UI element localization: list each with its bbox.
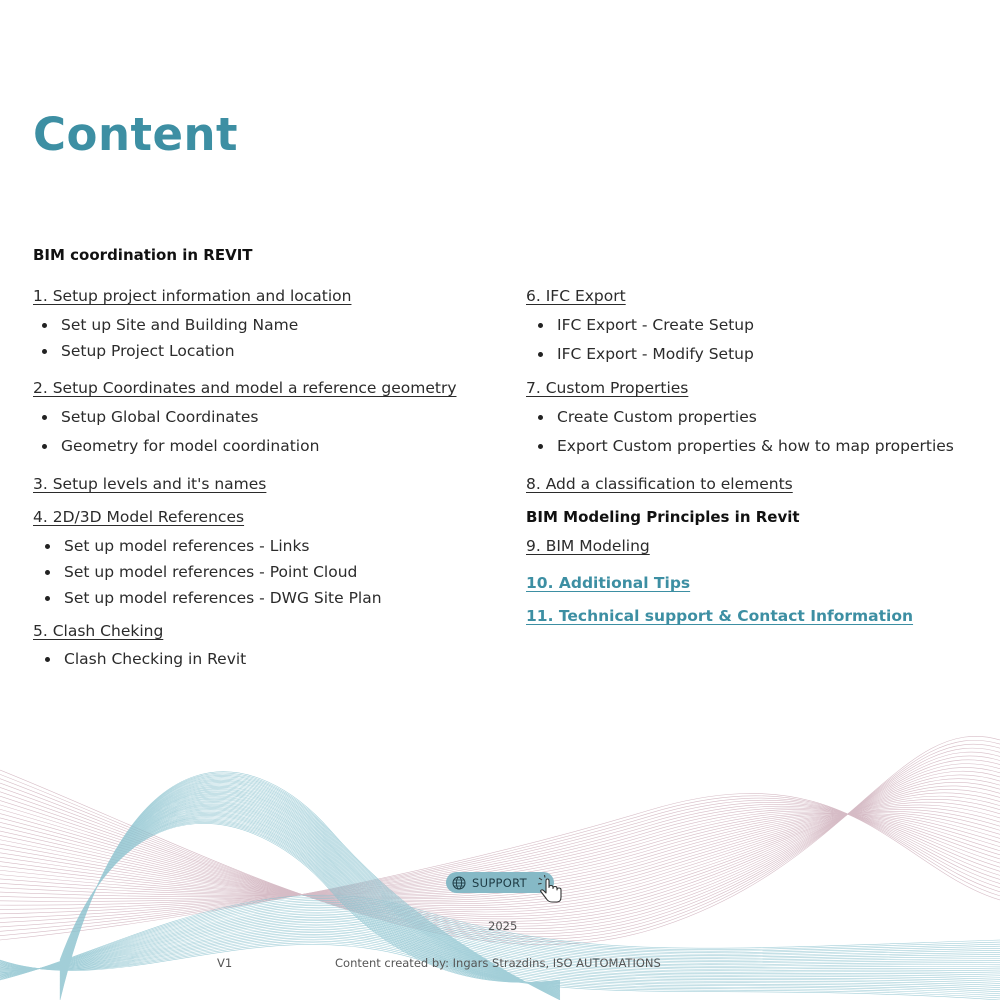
footer-version: V1 — [217, 956, 233, 970]
toc-subitem: Set up Site and Building Name — [33, 315, 503, 335]
footer-credit: Content created by: Ingars Strazdins, ISO AUTOMATIONS — [335, 956, 661, 970]
toc-group-3 — [33, 474, 503, 494]
toc-subitem: Export Custom properties & how to map properties — [529, 436, 986, 456]
toc-right-column — [526, 286, 986, 494]
toc-link-11[interactable]: 11. Technical support & Contact Information — [526, 607, 914, 625]
toc-group-1 — [33, 286, 503, 361]
section-heading-modeling: BIM Modeling Principles in Revit — [526, 508, 800, 526]
pointer-hand-icon — [536, 875, 568, 907]
toc-link-10[interactable]: 10. Additional Tips — [526, 574, 691, 592]
footer-year: 2025 — [488, 919, 518, 933]
wave-line — [0, 748, 1000, 936]
toc-link-7[interactable]: 7. Custom Properties — [526, 379, 689, 397]
decorative-waves — [0, 700, 1000, 1000]
toc-subitem: Set up model references - DWG Site Plan — [36, 588, 503, 608]
section-heading-coordination: BIM coordination in REVIT — [33, 246, 253, 264]
toc-link-5[interactable]: 5. Clash Cheking — [33, 622, 164, 640]
toc-subitem: IFC Export - Create Setup — [529, 315, 986, 335]
toc-subitem: Setup Project Location — [33, 341, 503, 361]
toc-subitem: Create Custom properties — [529, 407, 986, 427]
wave-line — [0, 760, 1000, 929]
wave-line — [0, 782, 1000, 914]
globe-icon — [452, 876, 466, 890]
toc-left-column — [33, 286, 503, 669]
wave-line — [0, 767, 1000, 923]
wave-line — [0, 752, 1000, 934]
toc-subitem: IFC Export - Modify Setup — [529, 344, 986, 364]
toc-subitem: Clash Checking in Revit — [36, 649, 503, 669]
toc-link-9[interactable]: 9. BIM Modeling — [526, 537, 650, 555]
toc-subitem: Setup Global Coordinates — [33, 407, 503, 427]
toc-subitem: Set up model references - Point Cloud — [36, 562, 503, 582]
toc-subitem: Set up model references - Links — [36, 536, 503, 556]
toc-link-6[interactable]: 6. IFC Export — [526, 287, 626, 305]
toc-group-2 — [33, 378, 503, 456]
toc-link-4[interactable]: 4. 2D/3D Model References — [33, 508, 245, 526]
toc-group-8 — [526, 474, 986, 494]
toc-subitem: Geometry for model coordination — [33, 436, 503, 456]
toc-link-1[interactable]: 1. Setup project information and location — [33, 287, 352, 305]
toc-group-7 — [526, 378, 986, 456]
toc-group-6 — [526, 286, 986, 364]
toc-link-3[interactable]: 3. Setup levels and it's names — [33, 475, 267, 493]
support-label: SUPPORT — [472, 875, 527, 890]
toc-link-2[interactable]: 2. Setup Coordinates and model a reference geometry — [33, 379, 457, 397]
page-title: Content — [33, 108, 239, 161]
toc-group-4 — [33, 507, 503, 608]
toc-group-5 — [33, 621, 503, 669]
toc-link-8[interactable]: 8. Add a classification to elements — [526, 475, 793, 493]
wave-line — [0, 771, 1000, 921]
